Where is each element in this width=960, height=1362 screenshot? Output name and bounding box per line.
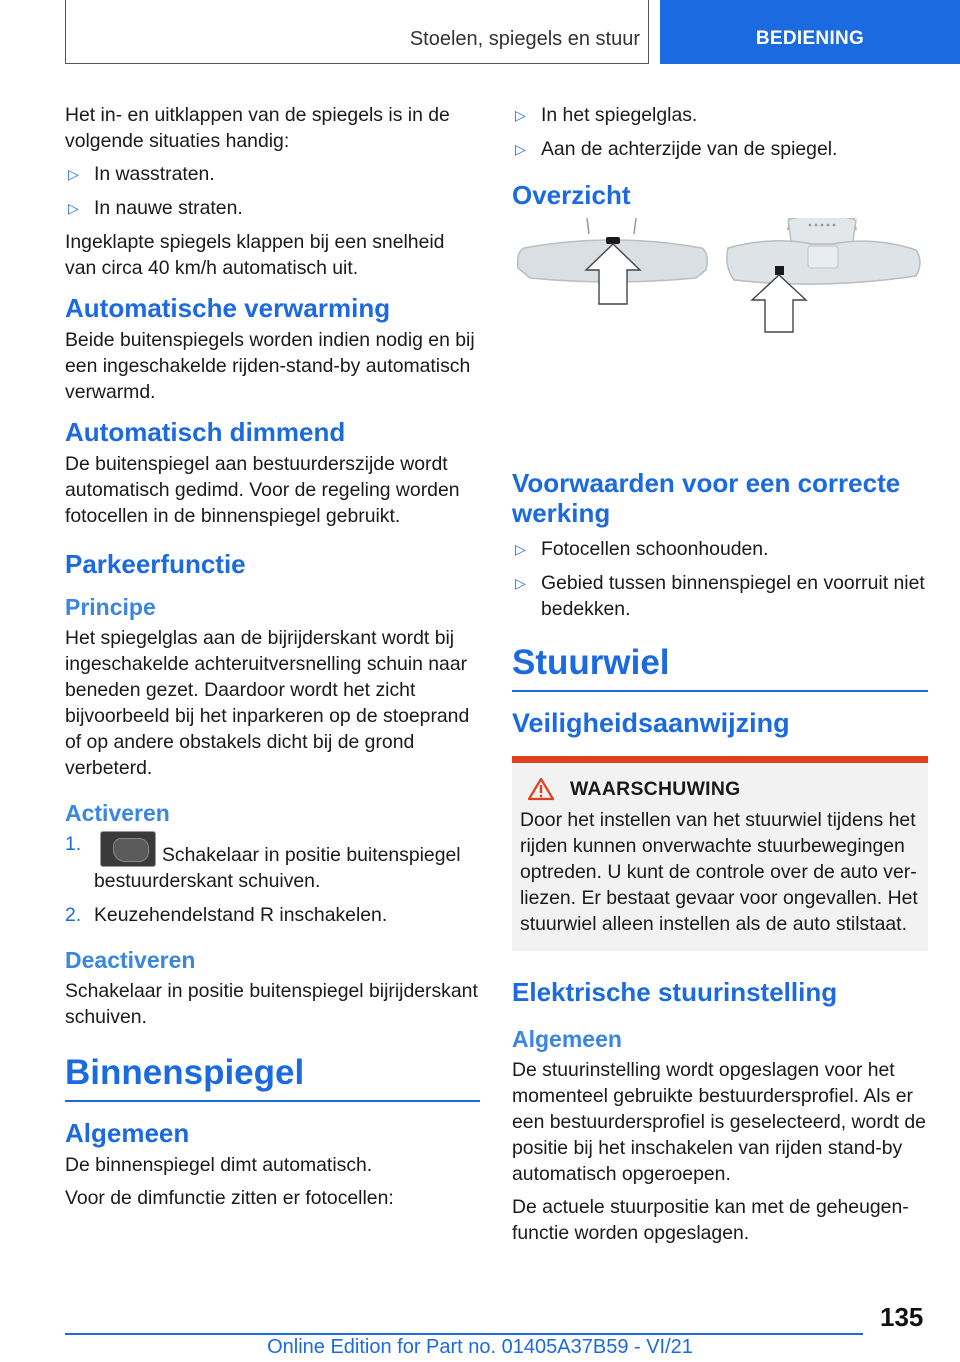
bullet-triangle-icon: ▷ [515,141,526,157]
heading-deactivate: Deactiveren [65,947,196,973]
activate-steps [65,831,480,928]
mirror-illustration [512,218,928,448]
header-section-title: Stoelen, spiegels en stuur [409,28,640,50]
heading-safety: Veiligheidsaanwijzing [512,708,790,738]
footer-divider [65,1333,863,1335]
steering-general-text-1: De stuurinstelling wordt opgeslagen voor het momenteel gebruikte bestuurdersprofiel. Als er een bestuurdersprofiel is geselecteerd, wordt de positie bij het inschakelen van rijden stand-by automatisch opgeroepen. [512,1059,926,1185]
list-item: ▷ In wasstraten. [68,163,215,185]
intro-text: Het in- en uitklappen van de spiegels is in de volgende situaties handig: [65,104,450,152]
heading-inner-mirror: Binnenspiegel [65,1052,480,1102]
heading-steering-wheel: Stuurwiel [512,642,928,692]
heating-text: Beide buitenspiegels worden indien nodig en bij een ingeschakelde rijden-stand-by automatisch verwarmd. [65,329,475,403]
heading-dimming: Automatisch dimmend [65,417,346,447]
heading-electric-steering: Elektrische stuurinstelling [512,977,838,1007]
list-item: ▷ Aan de achterzijde van de spiegel. [515,138,838,160]
photocell-back-marker [775,266,784,275]
principle-text: Het spiegelglas aan de bijrijderskant wordt bij ingeschakelde achteruitversnelling schuin naar beneden gezet. Daardoor wordt het zicht bijvoorbeeld bij het inparkeren op de stoeprand of op andere obstakels dicht bij de grond verbeterd. [65,627,470,779]
bullet-triangle-icon: ▷ [68,200,79,216]
deactivate-text: Schakelaar in positie buitenspiegel bijrijderskant schuiven. [65,980,478,1028]
warning-box [512,756,928,951]
intro-after-text: Ingeklapte spiegels klappen bij een snelheid van circa 40 km/h automatisch uit. [65,231,445,279]
general-text-1: De binnenspiegel dimt automatisch. [65,1154,373,1176]
bullet-triangle-icon: ▷ [515,541,526,557]
warning-text: Door het instellen van het stuurwiel tijdens het rijden kunnen onverwachte stuurbewegingen optreden. U kunt de controle over de auto verliezen. Er bestaat gevaar voor ongevallen. Het stuurwiel alleen instellen als de auto stilstaat. [520,809,918,935]
heading-principle: Principe [65,594,156,620]
heading-parking: Parkeerfunctie [65,549,246,579]
heading-heating: Automatische verwarming [65,293,391,323]
steering-general-text-2: De actuele stuurpositie kan met de geheugenfunctie worden opgeslagen. [512,1196,909,1244]
bullet-triangle-icon: ▷ [68,166,79,182]
right-column [512,102,928,1253]
heading-overview: Overzicht [512,180,631,210]
header-chapter-label: BEDIENING [755,28,865,49]
photocell-bullet-list [512,102,928,162]
heading-conditions: Voorwaarden voor een correcte werking [512,468,901,528]
list-item: ▷ Gebied tussen binnenspiegel en voorruit niet bedekken. [515,572,925,620]
header-section-box [65,0,649,64]
header-chapter-tab [660,0,960,64]
mirror-overview-figure [512,218,928,448]
conditions-bullet-list [512,536,928,622]
warning-triangle-icon [524,777,558,801]
warning-label: WAARSCHUWING [570,777,741,800]
list-item: ▷ Fotocellen schoonhouden. [515,538,769,560]
list-item: 2. Keuzehendelstand R inschakelen. [65,904,388,926]
mirror-switch-icon [100,831,156,867]
footer-edition: Online Edition for Part no. 01405A37B59 - VI/21 [267,1336,693,1358]
warning-header [520,777,918,801]
list-item: ▷ In het spiegelglas. [515,104,698,126]
intro-bullet-list [65,161,480,221]
heading-general: Algemeen [65,1118,190,1148]
heading-activate: Activeren [65,800,170,826]
heading-general: Algemeen [512,1026,622,1052]
dimming-text: De buitenspiegel aan bestuurderszijde wordt automatisch gedimd. Voor de regeling worden fotocellen in de binnenspiegel gebruikt. [65,453,460,527]
photocell-front-marker [606,237,620,244]
bullet-triangle-icon: ▷ [515,107,526,123]
general-text-2: Voor de dimfunctie zitten er fotocellen: [65,1187,394,1209]
list-item: ▷ In nauwe straten. [68,197,243,219]
page-number: 135 [880,1302,924,1332]
bullet-triangle-icon: ▷ [515,575,526,591]
list-item: 1. Schakelaar in positie buitenspiegel bestuurderskant schuiven. [65,833,461,892]
left-column [65,102,480,1218]
